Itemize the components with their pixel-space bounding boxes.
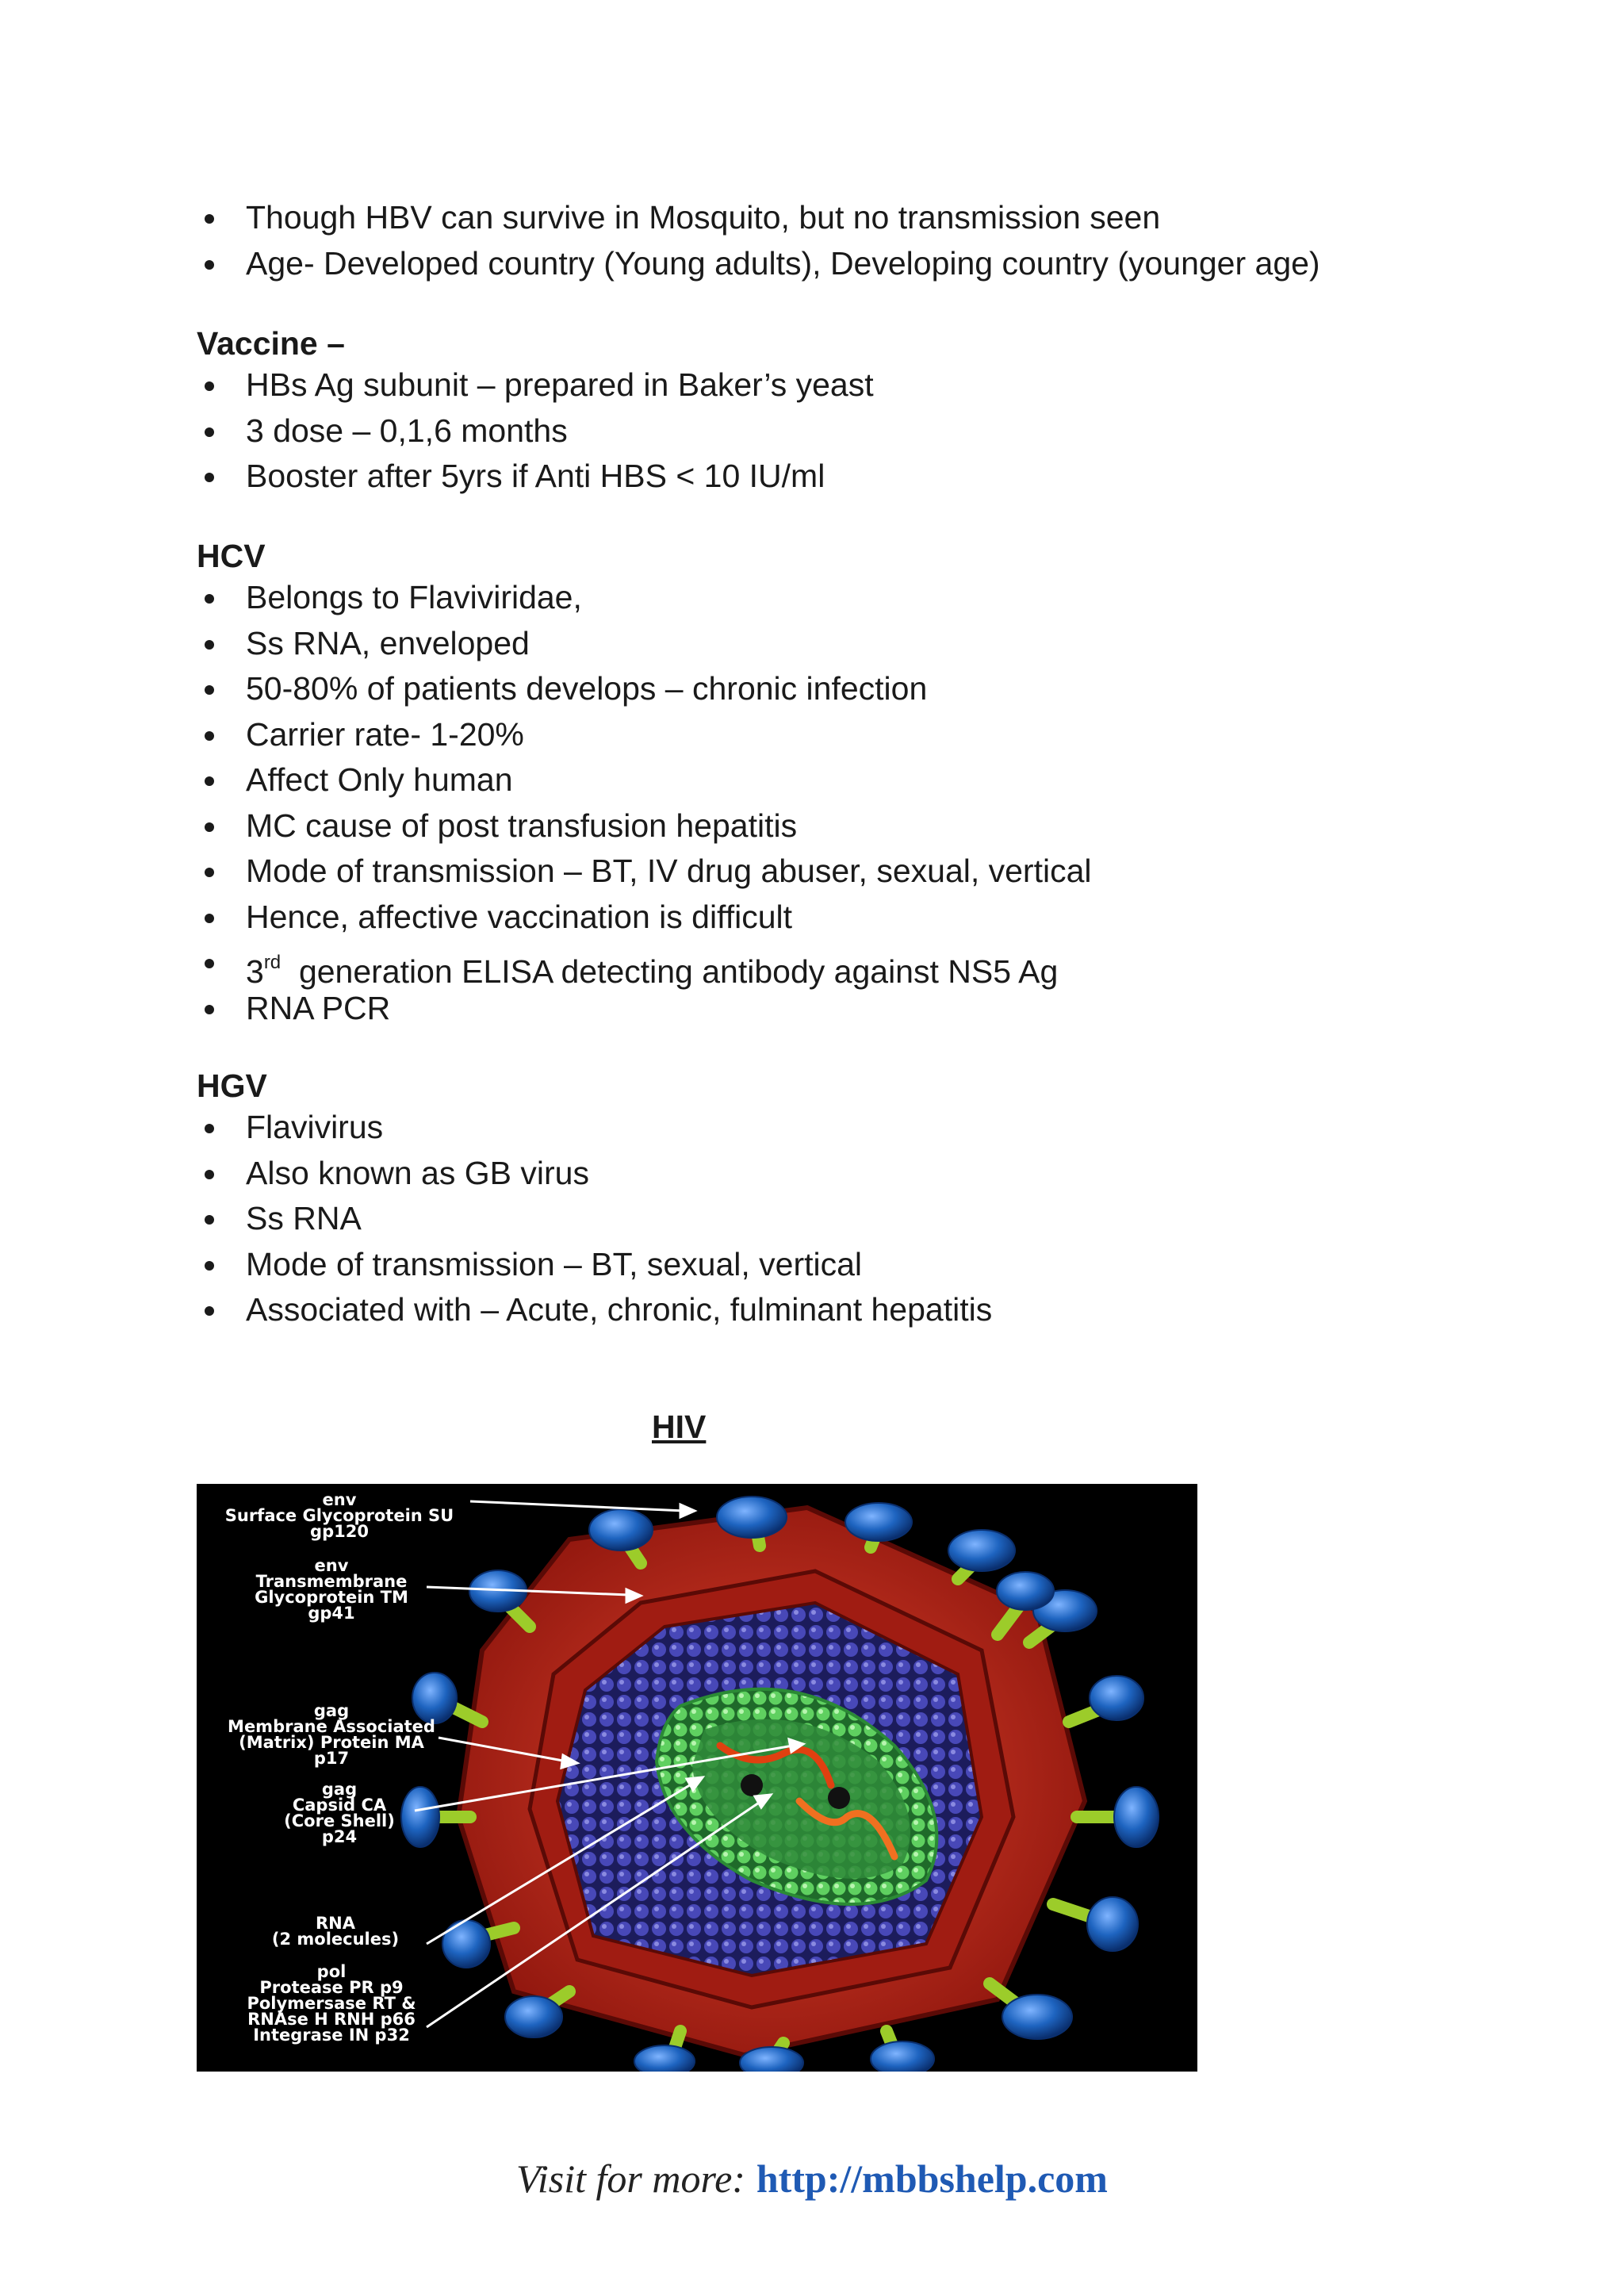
list-item: Mode of transmission – BT, sexual, vertical — [246, 1242, 1499, 1288]
hiv-structure-diagram — [197, 1484, 1197, 2072]
list-item: Mode of transmission – BT, IV drug abuser, sexual, vertical — [246, 849, 1499, 895]
hgv-bullet-list — [246, 1105, 1499, 1333]
hbv-bullet-list — [246, 195, 1499, 286]
list-item: Affect Only human — [246, 757, 1499, 803]
label-env-transmembrane-glycoprotein: env Transmembrane Glycoprotein TM gp41 — [255, 1556, 408, 1623]
elisa-superscript: rd — [263, 952, 282, 973]
hcv-bullet-list — [246, 575, 1499, 1031]
list-item: 3 dose – 0,1,6 months — [246, 408, 1499, 454]
enzyme-particle — [828, 1787, 850, 1809]
label-gag-capsid: gag Capsid CA (Core Shell) p24 — [284, 1780, 395, 1846]
list-item: Though HBV can survive in Mosquito, but no transmission seen — [246, 195, 1499, 241]
elisa-text: generation ELISA detecting antibody against NS5 Ag — [281, 953, 1059, 990]
hgv-heading: HGV — [197, 1068, 267, 1104]
hiv-title: HIV — [652, 1409, 707, 1445]
list-item: Age- Developed country (Young adults), Developing country (younger age) — [246, 241, 1499, 287]
label-gag-matrix-protein: gag Membrane Associated (Matrix) Protein MA p17 — [228, 1701, 435, 1768]
vaccine-bullet-list — [246, 362, 1499, 500]
footer-link[interactable]: http://mbbshelp.com — [756, 2156, 1108, 2201]
list-item: 50-80% of patients develops – chronic infection — [246, 666, 1499, 712]
hcv-heading: HCV — [197, 538, 266, 574]
footer-visit-text: Visit for more: — [516, 2156, 745, 2201]
list-item — [246, 940, 1499, 990]
list-item: RNA PCR — [246, 986, 1499, 1032]
label-env-surface-glycoprotein: env Surface Glycoprotein SU gp120 — [224, 1490, 454, 1541]
enzyme-particle — [741, 1774, 763, 1796]
list-item: Flavivirus — [246, 1105, 1499, 1151]
list-item: Booster after 5yrs if Anti HBS < 10 IU/ml — [246, 454, 1499, 500]
footer — [0, 2156, 1624, 2202]
list-item: MC cause of post transfusion hepatitis — [246, 803, 1499, 849]
label-pol-enzymes: pol Protease PR p9 Polymersase RT & RNAse H RNH p66 Integrase IN p32 — [247, 1962, 416, 2045]
vaccine-heading: Vaccine – — [197, 325, 345, 362]
list-item: Carrier rate- 1-20% — [246, 712, 1499, 758]
list-item: Hence, affective vaccination is difficult — [246, 895, 1499, 941]
elisa-prefix: 3 — [246, 953, 264, 990]
label-rna: RNA (2 molecules) — [271, 1914, 400, 1949]
list-item: Ss RNA, enveloped — [246, 621, 1499, 667]
list-item: Associated with – Acute, chronic, fulminant hepatitis — [246, 1287, 1499, 1333]
list-item: Ss RNA — [246, 1196, 1499, 1242]
list-item: Belongs to Flaviviridae, — [246, 575, 1499, 621]
list-item: HBs Ag subunit – prepared in Baker’s yeast — [246, 362, 1499, 408]
list-item: Also known as GB virus — [246, 1151, 1499, 1197]
